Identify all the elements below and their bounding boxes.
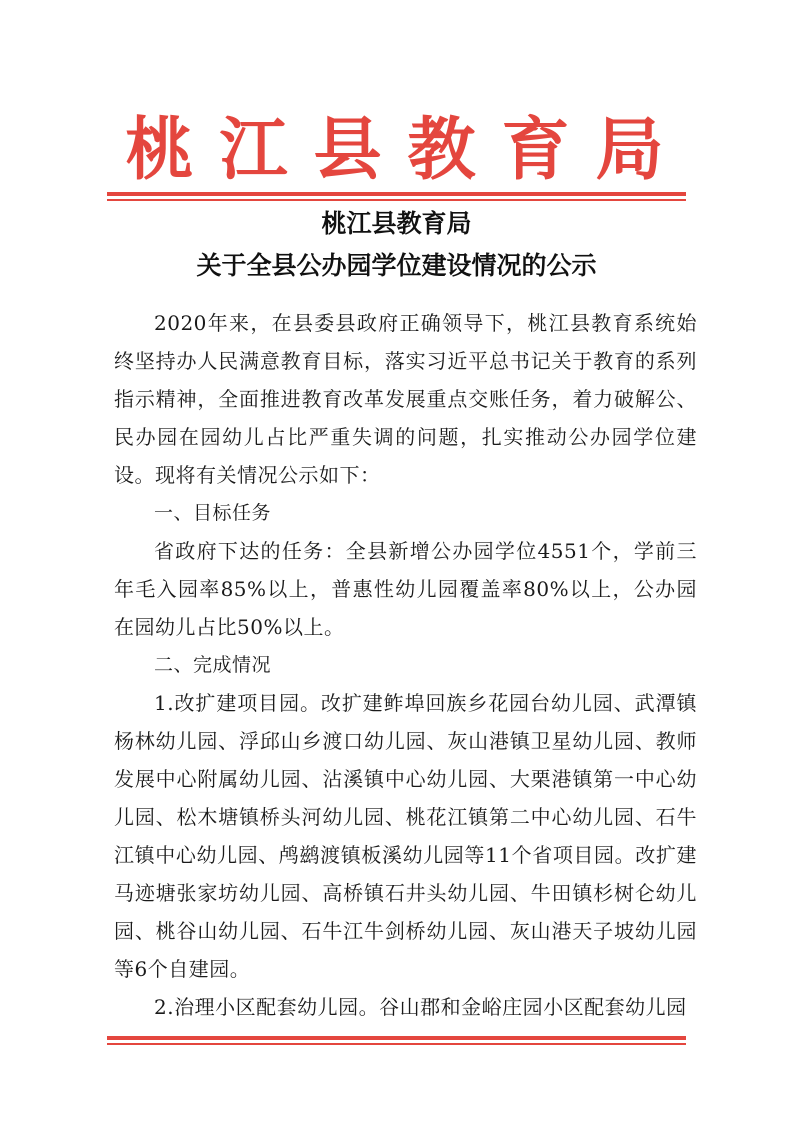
masthead-divider (107, 192, 686, 201)
item-1-paragraph: 1.改扩建项目园。改扩建鲊埠回族乡花园台幼儿园、武潭镇杨林幼儿园、浮邱山乡渡口幼儿园、灰山港镇卫星幼儿园、教师发展中心附属幼儿园、沾溪镇中心幼儿园、大栗港镇第一中心幼儿园、松木塘镇桥头河幼儿园、桃花江镇第二中心幼儿园、石牛江镇中心幼儿园、鸬鹚渡镇板溪幼儿园等11个省项目园。改扩建马迹塘张家坊幼儿园、高桥镇石井头幼儿园、牛田镇杉树仑幼儿园、桃谷山幼儿园、石牛江牛剑桥幼儿园、灰山港天子坡幼儿园等6个自建园。 (114, 691, 697, 981)
section-heading-completion: 二、完成情况 (154, 654, 272, 676)
intro-paragraph: 2020年来，在县委县政府正确领导下，桃江县教育系统始终坚持办人民满意教育目标，落实习近平总书记关于教育的系列指示精神，全面推进教育改革发展重点交账任务，着力破解公、民办园在园幼儿占比严重失调的问题，扎实推动公办园学位建设。现将有关情况公示如下： (114, 311, 697, 487)
masthead-title: 桃江县教育局 (125, 110, 690, 190)
document-body (114, 304, 697, 1026)
document-title-line-1: 桃江县教育局 (321, 209, 472, 238)
item-2-paragraph: 2.治理小区配套幼儿园。谷山郡和金峪庄园小区配套幼儿园 (154, 995, 687, 1019)
section-heading-goals: 一、目标任务 (154, 502, 272, 524)
document-title-line-2: 关于全县公办园学位建设情况的公示 (196, 251, 597, 280)
goals-paragraph: 省政府下达的任务：全县新增公办园学位4551个，学前三年毛入园率85%以上，普惠性幼儿园覆盖率80%以上，公办园在园幼儿占比50%以上。 (114, 539, 697, 639)
footer-divider (107, 1036, 686, 1045)
